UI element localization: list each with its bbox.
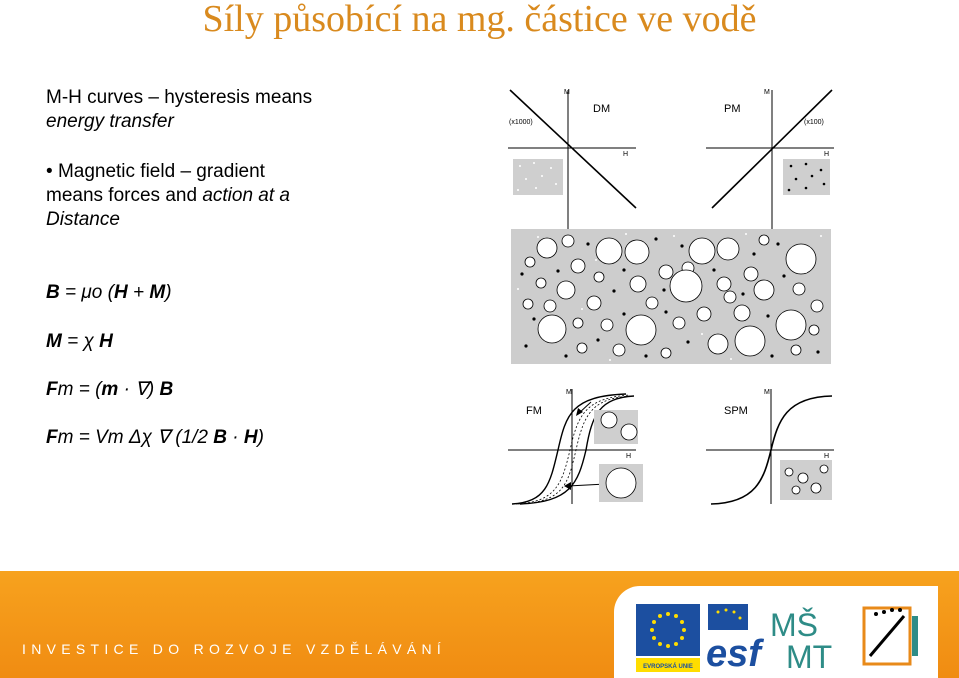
text-line-energy-transfer: energy transfer [46,111,174,132]
footer-slogan: INVESTICE DO ROZVOJE VZDĚLÁVÁNÍ [22,641,447,657]
pm-label: PM [724,103,741,115]
bullet-magnetic-field [46,160,265,183]
text-means-forces: means forces and [46,185,198,206]
pm-h-axis-label: H [824,151,830,158]
logo-panel [614,586,938,678]
equation-m: M = χ H [46,331,113,352]
equation-fm-gradient: Fm = Vm Δχ ∇ (1/2 B · H) [46,427,264,448]
text-distance: Distance [46,209,120,230]
equation-fm-force: Fm = (m · ∇) B [46,379,174,400]
text-line-forces [46,184,290,207]
esf-wordmark: esf [706,633,761,675]
page-title: Síly působící na mg. částice ve vodě [202,0,757,40]
dm-label: DM [593,103,611,115]
equation-b: B = μo (H + M) [46,282,172,303]
dm-scale-label: (x1000) [509,119,533,126]
eu-label: EVROPSKÁ UNIE [643,664,693,670]
dm-m-axis-label: M [564,89,570,96]
msmt-logo [770,607,832,675]
esf-logo [706,604,764,675]
msmt-top: MŠ [770,607,818,643]
fm-panel [508,389,643,504]
text-magnetic-field: Magnetic field – gradient [57,161,265,182]
fm-h-axis-label: H [626,453,632,460]
text-line-hysteresis: M-H curves – hysteresis means [46,87,313,108]
dm-particles-box [513,159,563,195]
spm-m-axis-label: M [764,389,770,396]
footer-bar [0,571,959,678]
eu-flag-logo [636,604,700,672]
pm-panel [706,89,834,234]
pm-m-axis-label: M [764,89,770,96]
op-vk-logo [864,608,918,664]
fm-label: FM [526,405,542,417]
spm-label: SPM [724,405,748,417]
text-action-at-a: action at a [202,185,290,206]
pm-scale-label: (x100) [804,119,824,126]
dm-panel [508,89,636,234]
particle-suspension-diagram [511,229,831,364]
spm-h-axis-label: H [824,453,830,460]
spm-panel [706,389,834,504]
fm-m-axis-label: M [566,389,572,396]
msmt-bottom: MT [786,639,833,675]
magnetism-figure [506,84,836,514]
dm-h-axis-label: H [623,151,629,158]
bullet-symbol: • [46,161,53,182]
